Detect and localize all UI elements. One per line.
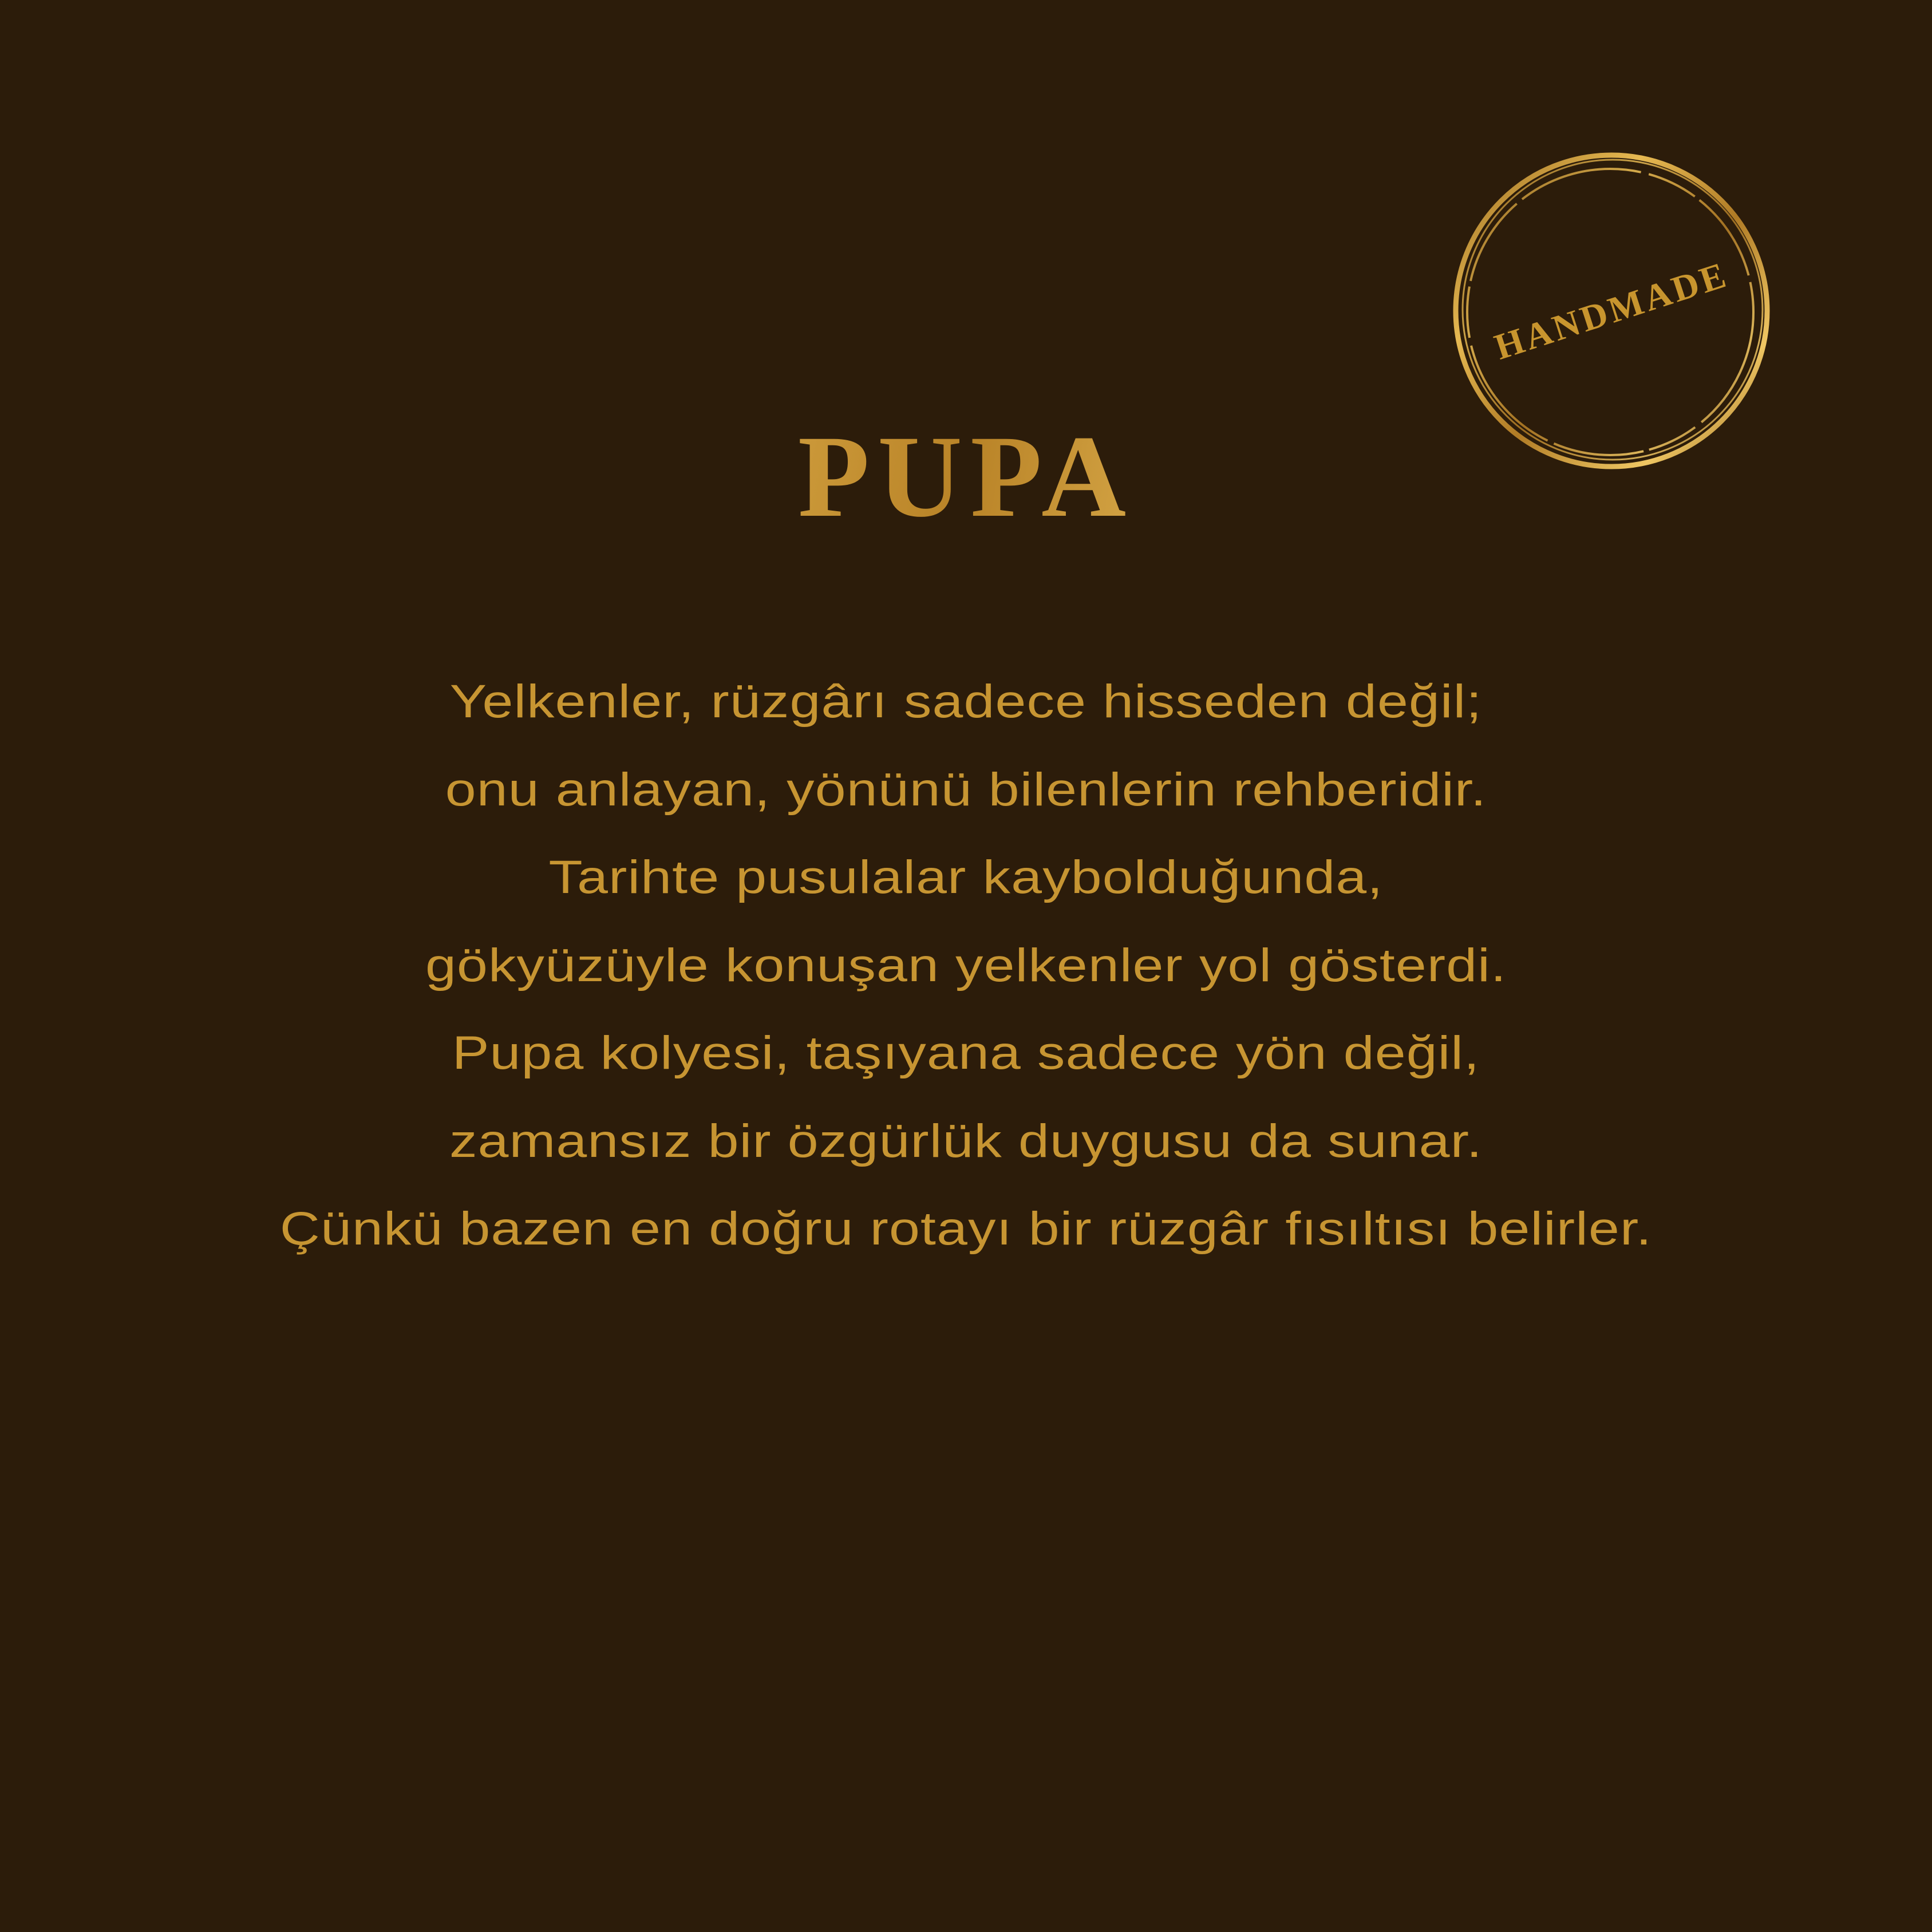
- description-line: gökyüzüyle konuşan yelkenler yol gösterdi.: [425, 939, 1507, 991]
- product-title: PUPA: [0, 418, 1932, 535]
- description-line: Yelkenler, rüzgârı sadece hisseden değil;: [449, 675, 1483, 728]
- product-description: [0, 667, 1932, 1283]
- description-line: Çünkü bazen en doğru rotayı bir rüzgâr fısıltısı belirler.: [279, 1203, 1653, 1255]
- stamp-label: HANDMADE: [1490, 254, 1733, 368]
- description-line: zamansız bir özgürlük duygusu da sunar.: [449, 1115, 1483, 1167]
- description-line: Pupa kolyesi, taşıyana sadece yön değil,: [452, 1027, 1480, 1079]
- description-line: Tarihte pusulalar kaybolduğunda,: [548, 851, 1384, 903]
- description-line: onu anlayan, yönünü bilenlerin rehberidir.: [445, 763, 1487, 816]
